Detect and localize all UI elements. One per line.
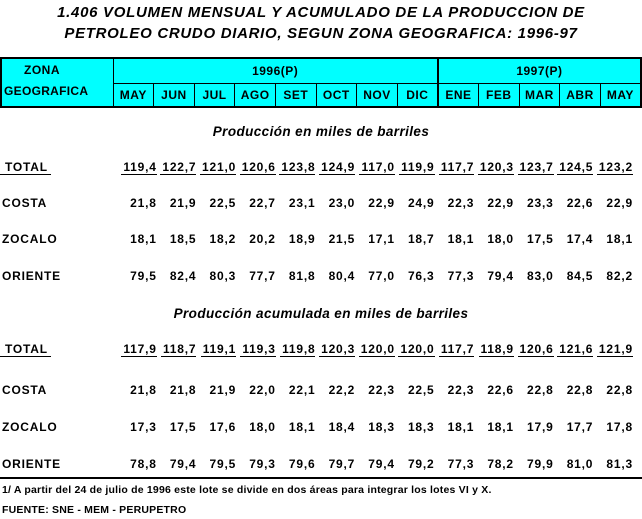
row-label: TOTAL	[2, 161, 51, 175]
value-cell: 79,7	[328, 457, 356, 471]
value-cell: 17,9	[527, 420, 554, 434]
value-cell: 18,0	[487, 232, 514, 246]
row-label: COSTA	[2, 383, 48, 397]
data-row-costa	[0, 384, 642, 398]
row-label: ORIENTE	[2, 457, 61, 471]
value-cell: 120,0	[400, 342, 435, 356]
value-cell: 22,3	[447, 196, 475, 210]
value-cell: 22,9	[368, 196, 395, 210]
value-cell: 119,3	[242, 342, 276, 356]
value-cell: 120,3	[321, 342, 356, 356]
year-header-1996: 1996(P)	[113, 58, 438, 84]
report-title-line2: PETROLEO CRUDO DIARIO, SEGUN ZONA GEOGRAFICA: 1996-97	[64, 25, 578, 42]
value-cell: 22,8	[606, 383, 633, 397]
value-cell: 82,2	[606, 269, 633, 283]
value-cell: 84,5	[566, 269, 594, 283]
value-cell: 18,9	[288, 232, 316, 246]
data-row-total	[0, 343, 642, 357]
row-label: ORIENTE	[2, 269, 61, 283]
value-cell: 18,3	[368, 420, 395, 434]
value-cell: 23,1	[288, 196, 316, 210]
source-line: FUENTE: SNE - MEM - PERUPETRO	[2, 504, 187, 516]
data-row-oriente	[0, 270, 642, 284]
value-cell: 121,6	[559, 342, 594, 356]
value-cell: 79,4	[487, 269, 514, 283]
value-cell: 21,8	[130, 196, 157, 210]
value-cell: 117,0	[361, 160, 395, 174]
value-cell: 123,7	[519, 160, 554, 174]
value-cell: 22,5	[209, 196, 237, 210]
report-title-line1: 1.406 VOLUMEN MENSUAL Y ACUMULADO DE LA PRODUCCION DE	[57, 4, 585, 21]
section-title: Producción acumulada en miles de barriles	[173, 306, 469, 321]
value-cell: 78,8	[130, 457, 157, 471]
data-row-total	[0, 161, 642, 175]
data-row-oriente	[0, 458, 642, 472]
value-cell: 22,6	[566, 196, 594, 210]
value-cell: 79,2	[407, 457, 435, 471]
value-cell: 18,1	[130, 232, 157, 246]
value-cell: 119,8	[282, 342, 316, 356]
row-label: COSTA	[2, 196, 48, 210]
value-cell: 81,0	[566, 457, 594, 471]
section-title: Producción en miles de barriles	[212, 124, 430, 139]
value-cell: 120,3	[479, 160, 514, 174]
value-cell: 22,8	[527, 383, 554, 397]
value-cell: 21,9	[209, 383, 237, 397]
value-cell: 119,4	[123, 160, 157, 174]
month-header-cell: JUL	[194, 84, 235, 108]
value-cell: 21,5	[328, 232, 356, 246]
value-cell: 17,6	[209, 420, 237, 434]
footnote: 1/ A partir del 24 de julio de 1996 este lote se divide en dos áreas para integrar los lotes VI y X.	[2, 484, 492, 496]
value-cell: 82,4	[169, 269, 197, 283]
value-cell: 80,4	[328, 269, 356, 283]
value-cell: 120,6	[519, 342, 554, 356]
value-cell: 77,3	[447, 269, 475, 283]
value-cell: 22,8	[566, 383, 594, 397]
zone-header-cell	[1, 58, 113, 107]
value-cell: 22,0	[249, 383, 276, 397]
month-header-cell: JUN	[154, 84, 195, 108]
value-cell: 118,7	[163, 342, 197, 356]
value-cell: 79,4	[368, 457, 395, 471]
value-cell: 117,9	[123, 342, 157, 356]
value-cell: 117,7	[440, 160, 475, 174]
value-cell: 121,9	[598, 342, 633, 356]
value-cell: 79,6	[288, 457, 316, 471]
value-cell: 120,0	[360, 342, 395, 356]
value-cell: 79,4	[169, 457, 197, 471]
value-cell: 123,2	[598, 160, 633, 174]
value-cell: 22,2	[328, 383, 356, 397]
row-label: TOTAL	[2, 343, 51, 357]
value-cell: 17,5	[527, 232, 554, 246]
zone-label-line1: ZONA	[24, 63, 60, 77]
value-cell: 83,0	[527, 269, 554, 283]
data-row-zocalo	[0, 421, 642, 435]
year-header-1997: 1997(P)	[438, 58, 641, 84]
value-cell: 77,0	[368, 269, 395, 283]
value-cell: 18,0	[249, 420, 276, 434]
row-label: ZOCALO	[2, 232, 58, 246]
zone-label-line2: GEOGRAFICA	[4, 84, 89, 98]
value-cell: 17,3	[130, 420, 157, 434]
value-cell: 18,1	[487, 420, 514, 434]
header-table	[0, 57, 642, 108]
value-cell: 17,4	[566, 232, 594, 246]
value-cell: 18,5	[169, 232, 197, 246]
value-cell: 21,8	[169, 383, 197, 397]
month-header-cell: FEB	[478, 84, 519, 108]
value-cell: 77,7	[249, 269, 276, 283]
value-cell: 20,2	[249, 232, 276, 246]
value-cell: 79,3	[249, 457, 276, 471]
value-cell: 22,5	[407, 383, 435, 397]
value-cell: 76,3	[407, 269, 435, 283]
value-cell: 18,1	[447, 232, 475, 246]
month-header-cell: DIC	[397, 84, 438, 108]
value-cell: 124,5	[559, 160, 594, 174]
value-cell: 23,3	[527, 196, 554, 210]
month-header-cell: MAR	[519, 84, 560, 108]
value-cell: 21,8	[130, 383, 157, 397]
value-cell: 23,0	[328, 196, 356, 210]
month-header-cell: MAY	[113, 84, 154, 108]
value-cell: 17,5	[169, 420, 197, 434]
value-cell: 77,3	[447, 457, 475, 471]
value-cell: 17,8	[606, 420, 633, 434]
month-header-cell: ABR	[560, 84, 601, 108]
month-header-cell: NOV	[357, 84, 398, 108]
value-cell: 119,9	[401, 160, 435, 174]
value-cell: 21,9	[169, 196, 197, 210]
month-header-cell: OCT	[316, 84, 357, 108]
value-cell: 79,9	[527, 457, 554, 471]
value-cell: 22,3	[447, 383, 475, 397]
value-cell: 22,7	[249, 196, 276, 210]
value-cell: 120,6	[241, 160, 276, 174]
data-row-costa	[0, 197, 642, 211]
year-header-row	[1, 58, 641, 84]
value-cell: 18,1	[288, 420, 316, 434]
value-cell: 22,3	[368, 383, 395, 397]
value-cell: 24,9	[407, 196, 435, 210]
value-cell: 119,1	[202, 342, 237, 356]
value-cell: 117,7	[440, 342, 475, 356]
value-cell: 122,7	[162, 160, 197, 174]
value-cell: 81,3	[606, 457, 633, 471]
value-cell: 17,7	[566, 420, 594, 434]
month-header-cell: SET	[275, 84, 316, 108]
value-cell: 22,9	[606, 196, 633, 210]
value-cell: 18,1	[606, 232, 633, 246]
value-cell: 123,8	[281, 160, 316, 174]
value-cell: 124,9	[321, 160, 356, 174]
value-cell: 18,2	[209, 232, 237, 246]
row-label: ZOCALO	[2, 420, 58, 434]
month-header-cell: AGO	[235, 84, 276, 108]
value-cell: 18,1	[447, 420, 475, 434]
month-header-cell: MAY	[600, 84, 641, 108]
value-cell: 121,0	[202, 160, 237, 174]
footer-divider	[0, 477, 642, 479]
value-cell: 81,8	[288, 269, 316, 283]
value-cell: 79,5	[130, 269, 157, 283]
value-cell: 18,4	[328, 420, 356, 434]
value-cell: 78,2	[487, 457, 514, 471]
data-row-zocalo	[0, 233, 642, 247]
value-cell: 80,3	[209, 269, 237, 283]
value-cell: 22,9	[487, 196, 514, 210]
value-cell: 17,1	[368, 232, 395, 246]
value-cell: 18,7	[407, 232, 435, 246]
value-cell: 22,1	[288, 383, 316, 397]
value-cell: 18,3	[407, 420, 435, 434]
value-cell: 118,9	[480, 342, 514, 356]
month-header-cell: ENE	[438, 84, 479, 108]
value-cell: 22,6	[487, 383, 514, 397]
value-cell: 79,5	[209, 457, 237, 471]
